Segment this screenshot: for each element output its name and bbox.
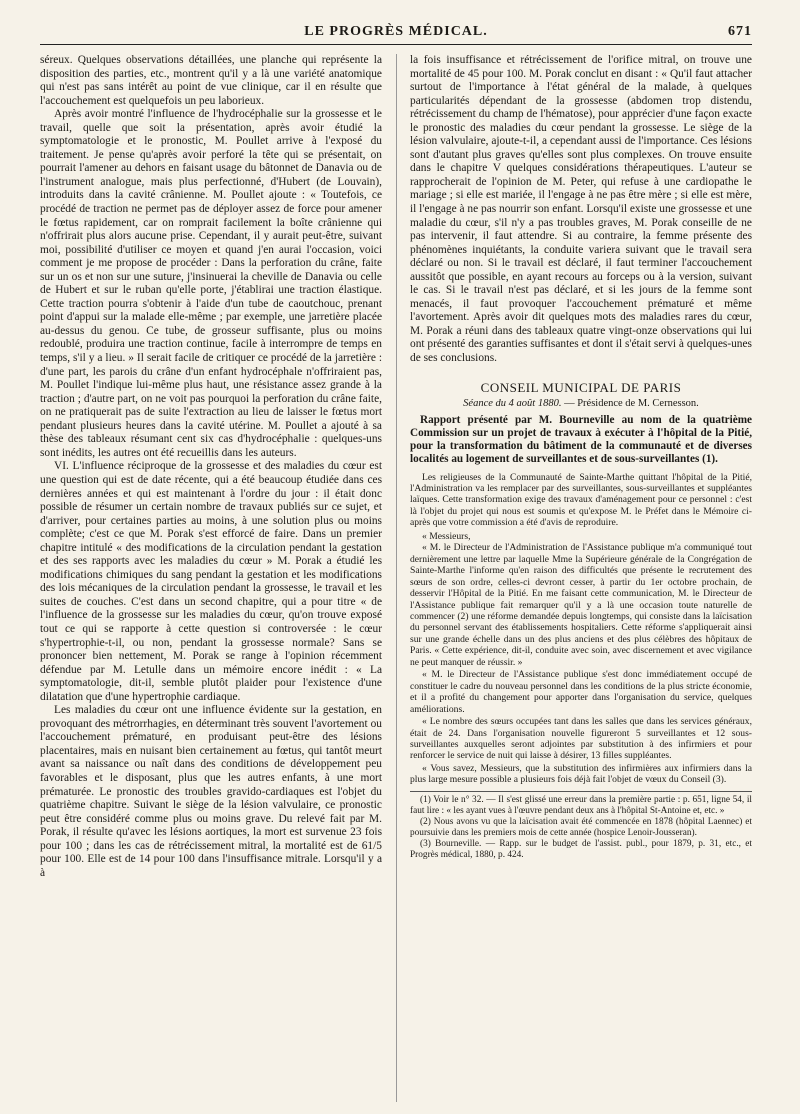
column-divider [396, 54, 397, 1102]
paragraph: « Vous savez, Messieurs, que la substitution des infirmières aux infirmiers dans la plus large mesure possible a plusieurs fois déjà fait l'objet de vœux du Conseil (3). [410, 762, 752, 786]
paragraph: Après avoir montré l'influence de l'hydrocéphalie sur la grossesse et le travail, quelle que soit la présentation, après avoir étudié la symptomatologie et le pronostic, M. Poullet arrive à l'exposé du traitement. Je pense qu'après avoir perforé la tête qui se présentait, on pourrait l'amener au dehors en faisant usage du bâtonnet de Danavia ou de l'instrument analogue, mais plus perfectionné, d'Hubert (de Louvain), introduits dans la cavité crânienne. M. Poullet ajoute : « Toutefois, ce procédé de traction ne permet pas de déployer assez de force pour amener le fœtus rapidement, car on romprait facilement la boîte crânienne qui n'offrirait plus alors aucune prise. Cependant, il y aurait peut-être, suivant moi, possibilité d'utiliser ce moyen et quand j'en aurai l'occasion, voici comment je me propose de procéder : Dans la perforation du crâne, faite sur un os et non sur une suture, j'insinuerai la cheville de Danavia ou celle de Hubert et sur le ruban qu'elle porte, j'établirai une traction élastique. Cette traction pourra s'obtenir à l'aide d'un tube de caoutchouc, prenant point d'appui sur la malade elle-même ; par exemple, une jarretière placée au-dessus du genou. Ce tube, de grosseur suffisante, plus ou moins redoublé, produira une traction continue, facile à interrompre de temps en temps, s'il y a lieu. » Il serait facile de critiquer ce procédé de la jarretière : d'une part, les parois du crâne d'un enfant hydrocéphale n'offriraient pas, M. Poullet l'indique lui-même plus haut, une résistance assez grande à la traction ; d'autre part, on ne voit pas pourquoi la perforation du crâne faite, on ne pratiquerait pas de suite l'extraction au lieu de laisser le fœtus mort pendant plusieurs heures dans la cavité utérine. M. Poullet a ajouté à sa thèse des tableaux résumant cent six cas d'hydrocéphalie : quelques-uns sont inédits, les autres ont été recueillis dans les auteurs. [40, 108, 382, 459]
left-column [40, 54, 382, 1102]
page-number: 671 [728, 24, 752, 39]
paragraph: « M. le Directeur de l'Administration de l'Assistance publique m'a communiqué tout dernièrement une lettre par laquelle Mme la Supérieure générale de la Congrégation de Sainte-Marthe l'informe qu'en raison des difficultés que présente le recrutement des sœurs de son ordre, celles-ci devront cesser, à partir du 1er octobre prochain, de desservir l'Hôpital de la Pitié. En me faisant cette communication, M. le Directeur de l'Assistance publique fait remarquer qu'il y a là une occasion toute naturelle de commencer (2) une réforme demandée depuis longtemps, qui consiste dans la laïcisation du personnel servant des établissements hospitaliers. Cette réforme s'appliquerait ainsi sur une grande échelle dans un des plus anciens et des plus célèbres des hôpitaux de Paris. « Cette expérience, dit-il, conduite avec soin, avec discernement et avec vigilance ne peut manquer de réussir. » [410, 542, 752, 668]
presidence: — Présidence de M. Cernesson. [561, 397, 699, 409]
footnote: (3) Bourneville. — Rapp. sur le budget de l'assist. publ., pour 1879, p. 31, etc., et Progrès médical, 1880, p. 424. [410, 838, 752, 860]
paragraph: la fois insuffisance et rétrécissement de l'orifice mitral, on trouve une mortalité de 45 pour 100. M. Porak conclut en disant : « Qu'il faut attacher surtout de l'importance à l'état général de la malade, à quelques particularités dépendant de la grossesse (abdomen trop distendu, rétrécissement du champ de l'hématose), pour apprécier d'une façon exacte le pronostic des maladies du cœur pendant la grossesse. Le siège de la lésion valvulaire, ajoute-t-il, a cependant aussi de l'importance. Ces lésions sont d'autant plus graves qu'elles sont plus complexes. On trouve ensuite dans le chapitre V quelques considérations thérapeutiques. L'auteur se rapprocherait de l'opinion de M. Peter, qui refuse à une cardiopathe le mariage ; si elle est mariée, il l'engage à ne pas être mère ; si elle est mère, il l'engage à ne pas nourrir son enfant. Lorsqu'il existe une grossesse et une maladie du cœur, s'il n'y a pas troubles graves, M. Porak conseille de ne pas intervenir, il faut attendre. Si au contraire, la femme présente des phénomènes inquiétants, la conduite variera suivant que le travail sera déclaré ou non. Si le travail est déclaré, il faut terminer l'accouchement aussitôt que possible, en ayant recours au forceps ou à la version, suivant le cas. Si le travail n'est pas déclaré, et si les jours de la femme sont menacés, il faut provoquer l'accouchement prématuré et même l'avortement. Après avoir dit quelques mots des maladies rares du cœur, M. Porak a réuni dans des tableaux quatre vingt-onze observations qui lui ont présenté des garanties suffisantes et dont il s'était servi à quelques-unes de ses conclusions. [410, 54, 752, 365]
running-head [40, 22, 752, 45]
paragraph: Les maladies du cœur ont une influence évidente sur la gestation, en provoquant des métrorrhagies, en déterminant très souvent l'avortement ou l'accouchement prématuré, en produisant peut-être des lésions placentaires, mais en nuisant bien certainement au fœtus, qui tantôt meurt avant sa naissance ou naît dans des conditions de développement peu favorables et le disposant, plus que les autres enfants, à une mort prématurée. Le pronostic des troubles gravido-cardiaques est l'objet du quatrième chapitre. Suivant le siège de la lésion valvulaire, ce pronostic peut être considéré comme plus ou moins grave. Du relevé fait par M. Porak, il résulte qu'avec les lésions aortiques, la mort est survenue 23 fois pour 100 ; dans les cas de rétrécissement mitral, la mortalité est de 61/5 pour 100. Elle est de 14 pour 100 dans l'insuffisance mitrale. Lorsqu'il y a à [40, 704, 382, 879]
rapport-body [410, 472, 752, 786]
session-date: Séance du 4 août 1880. [463, 397, 562, 409]
salutation: « Messieurs, [422, 530, 471, 542]
paragraph: « Le nombre des sœurs occupées tant dans les salles que dans les services généraux, était de 24. Dans l'organisation nouvelle figureront 5 surveillantes et 12 sous-surveillantes auxquelles seront adjointes par substitution à des infirmiers et pour renforcer le service de nuit qui laisse à désirer, 13 filles suppléantes. [410, 716, 752, 762]
paragraph: séreux. Quelques observations détaillées, une planche qui représente la disposition des parties, etc., montrent qu'il y a là une variété anatomique qui n'est pas sans intérêt au point de vue clinique, car il en résulte que l'accouchement est quelquefois un peu laborieux. [40, 54, 382, 107]
two-column-body [40, 54, 752, 1102]
footnote: (1) Voir le n° 32. — Il s'est glissé une erreur dans la première partie : p. 651, ligne 54, il faut lire : « les ayant vues à l'œuvre pendant deux ans à l'hôpital St-Antoine et, etc. » [410, 794, 752, 816]
section-title: CONSEIL MUNICIPAL DE PARIS [480, 379, 682, 395]
journal-page [40, 22, 752, 1102]
footnote: (2) Nous avons vu que la laïcisation avait été commencée en 1878 (hôpital Laennec) et poursuivie dans les premiers mois de cette année (hospice Lenoir-Jousseran). [410, 816, 752, 838]
footnote-rule [410, 791, 752, 792]
rapport-title: Rapport présenté par M. Bourneville au nom de la quatrième Commission sur un projet de travaux à exécuter à l'hôpital de la Pitié, pour la transformation du bâtiment de la communauté et de diverses localités au logement de surveillantes et de sous-surveillantes (1). [410, 413, 752, 465]
footnotes [410, 795, 752, 861]
right-column [410, 54, 752, 1102]
paragraph: « M. le Directeur de l'Assistance publique s'est donc immédiatement occupé de constituer le cadre du nouveau personnel dans les conditions de la plus stricte économie, et il a profité du changement pour apporter dans l'organisation du service, quelques améliorations. [410, 669, 752, 715]
session-line [410, 398, 752, 409]
paragraph: Les religieuses de la Communauté de Sainte-Marthe quittant l'hôpital de la Pitié, l'Administration va les remplacer par des surveillantes, sous-surveillantes et suppléantes laïques. Cette transformation exige des travaux d'aménagement pour ce personnel : c'est là l'objet du projet qui nous est soumis et qu'expose M. le Préfet dans le Mémoire ci-après que votre commission a été d'avis de reproduire. [410, 471, 752, 529]
journal-title: LE PROGRÈS MÉDICAL. [304, 24, 488, 39]
paragraph: VI. L'influence réciproque de la grossesse et des maladies du cœur est une question qui est de date récente, qui a été beaucoup étudiée dans ces dernières années et qui est maintenant à l'ordre du jour : il était donc possible de résumer un certain nombre de travaux publiés sur ce sujet, et d'arriver, pour certaines parties au moins, à une solution plus ou moins complète; c'est ce que M. Porak s'est efforcé de faire. Dans un premier chapitre intitulé « des modifications de la circulation pendant la gestation et des ses rapports avec les maladies du cœur » M. Porak a étudié les modifications chimiques du sang pendant la gestation et les modifications des lois mécaniques de la circulation pendant la grossesse, le travail et les suites de couches. C'est dans un second chapitre, qui a pour titre « de l'influence de la grossesse sur les maladies du cœur, qu'on trouve exposé tout ce qui se rapporte à cette question si controversée : le cœur s'hypertrophie-t-il, ou non, pendant la grossesse normale? Sans se prononcer bien nettement, M. Porak se range à l'opinion récemment défendue par M. Letulle dans un mémoire encore inédit : « La symptomatologie, dit-il, semble plutôt plaider pour l'existence d'une dilatation que d'une hypertrophie cardiaque. [40, 460, 382, 703]
